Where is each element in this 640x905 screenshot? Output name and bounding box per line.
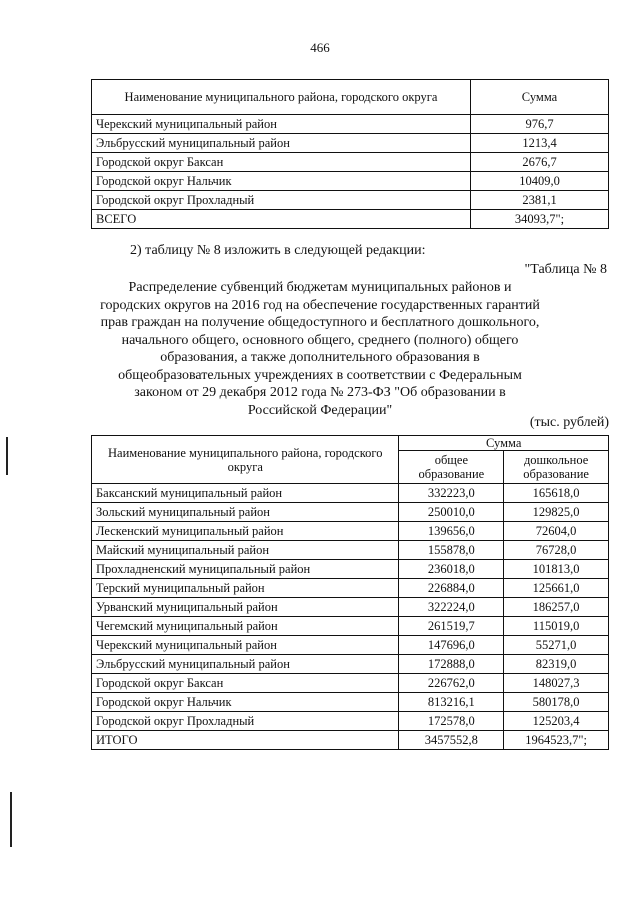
row-name: Эльбрусский муниципальный район [92, 655, 399, 674]
table-row [92, 712, 609, 731]
row-name: Черекский муниципальный район [92, 636, 399, 655]
scan-margin-mark [6, 437, 8, 475]
row-preschool: 82319,0 [504, 655, 609, 674]
column-header-name: Наименование муниципального района, городского округа [92, 436, 399, 484]
row-name: Городской округ Прохладный [92, 191, 471, 210]
row-sum: 976,7 [471, 115, 609, 134]
column-header-preschool: дошкольное образование [504, 451, 609, 484]
row-name: Урванский муниципальный район [92, 598, 399, 617]
row-name: Баксанский муниципальный район [92, 484, 399, 503]
row-name: Городской округ Нальчик [92, 693, 399, 712]
row-name: Майский муниципальный район [92, 541, 399, 560]
row-sum: 2676,7 [471, 153, 609, 172]
table-row [92, 693, 609, 712]
row-name: Зольский муниципальный район [92, 503, 399, 522]
row-preschool: 101813,0 [504, 560, 609, 579]
row-sum: 2381,1 [471, 191, 609, 210]
row-general: 332223,0 [399, 484, 504, 503]
row-general: 139656,0 [399, 522, 504, 541]
row-preschool: 580178,0 [504, 693, 609, 712]
row-preschool: 1964523,7"; [504, 731, 609, 750]
row-preschool: 55271,0 [504, 636, 609, 655]
table-row [92, 153, 609, 172]
row-name: Прохладненский муниципальный район [92, 560, 399, 579]
page-number: 466 [310, 40, 330, 55]
subvention-table-continued [91, 79, 609, 229]
row-name: Лескенский муниципальный район [92, 522, 399, 541]
row-preschool: 165618,0 [504, 484, 609, 503]
row-preschool: 129825,0 [504, 503, 609, 522]
table-row [92, 484, 609, 503]
row-general: 226884,0 [399, 579, 504, 598]
row-sum: 10409,0 [471, 172, 609, 191]
row-preschool: 125203,4 [504, 712, 609, 731]
subvention-table-8 [91, 435, 609, 750]
column-header-sum: Сумма [399, 436, 609, 451]
table-header-row [92, 436, 609, 451]
row-name: Городской округ Прохладный [92, 712, 399, 731]
row-name: Чегемский муниципальный район [92, 617, 399, 636]
row-general: 322224,0 [399, 598, 504, 617]
table-row [92, 655, 609, 674]
row-general: 172578,0 [399, 712, 504, 731]
row-general: 813216,1 [399, 693, 504, 712]
row-name: Городской округ Баксан [92, 153, 471, 172]
table-row [92, 115, 609, 134]
row-name: Городской округ Нальчик [92, 172, 471, 191]
table-row [92, 134, 609, 153]
row-preschool: 115019,0 [504, 617, 609, 636]
table-row [92, 617, 609, 636]
units-label: (тыс. рублей) [529, 415, 609, 430]
row-preschool: 186257,0 [504, 598, 609, 617]
scan-margin-mark [10, 792, 12, 847]
row-general: 172888,0 [399, 655, 504, 674]
table-label: "Таблица № 8 [524, 262, 607, 277]
row-general: 155878,0 [399, 541, 504, 560]
table-row [92, 191, 609, 210]
row-name: Черекский муниципальный район [92, 115, 471, 134]
table-header-row [92, 80, 609, 115]
row-preschool: 72604,0 [504, 522, 609, 541]
row-sum: 34093,7"; [471, 210, 609, 229]
row-name: Городской округ Баксан [92, 674, 399, 693]
row-general: 3457552,8 [399, 731, 504, 750]
row-preschool: 76728,0 [504, 541, 609, 560]
table-row [92, 541, 609, 560]
table-row [92, 598, 609, 617]
table-row [92, 579, 609, 598]
column-header-sum: Сумма [471, 80, 609, 115]
table-row [92, 674, 609, 693]
row-general: 261519,7 [399, 617, 504, 636]
table-row [92, 522, 609, 541]
table-row [92, 172, 609, 191]
row-preschool: 148027,3 [504, 674, 609, 693]
row-name: ИТОГО [92, 731, 399, 750]
table-row [92, 210, 609, 229]
row-general: 226762,0 [399, 674, 504, 693]
table-row [92, 503, 609, 522]
row-sum: 1213,4 [471, 134, 609, 153]
column-header-name: Наименование муниципального района, городского округа [92, 80, 471, 115]
row-general: 147696,0 [399, 636, 504, 655]
table-row [92, 560, 609, 579]
row-name: ВСЕГО [92, 210, 471, 229]
amendment-instruction: 2) таблицу № 8 изложить в следующей редакции: [130, 243, 426, 258]
row-preschool: 125661,0 [504, 579, 609, 598]
column-header-general: общее образование [399, 451, 504, 484]
table-row [92, 636, 609, 655]
table-row [92, 731, 609, 750]
row-name: Эльбрусский муниципальный район [92, 134, 471, 153]
table-title: Распределение субвенций бюджетам муниципальных районов и городских округов на 2016 год на обеспечение государственных гарантий прав граждан на получение общедоступного и бесплатного дошкольного, начального общего, основного общего, среднего (полного) общего образования, а также дополнительного образования в общеобразовательных учреждениях в соответствии с Федеральным законом от 29 декабря 2012 года № 273-ФЗ "Об образовании в Российской Федерации" [100, 280, 540, 418]
row-name: Терский муниципальный район [92, 579, 399, 598]
row-general: 236018,0 [399, 560, 504, 579]
row-general: 250010,0 [399, 503, 504, 522]
